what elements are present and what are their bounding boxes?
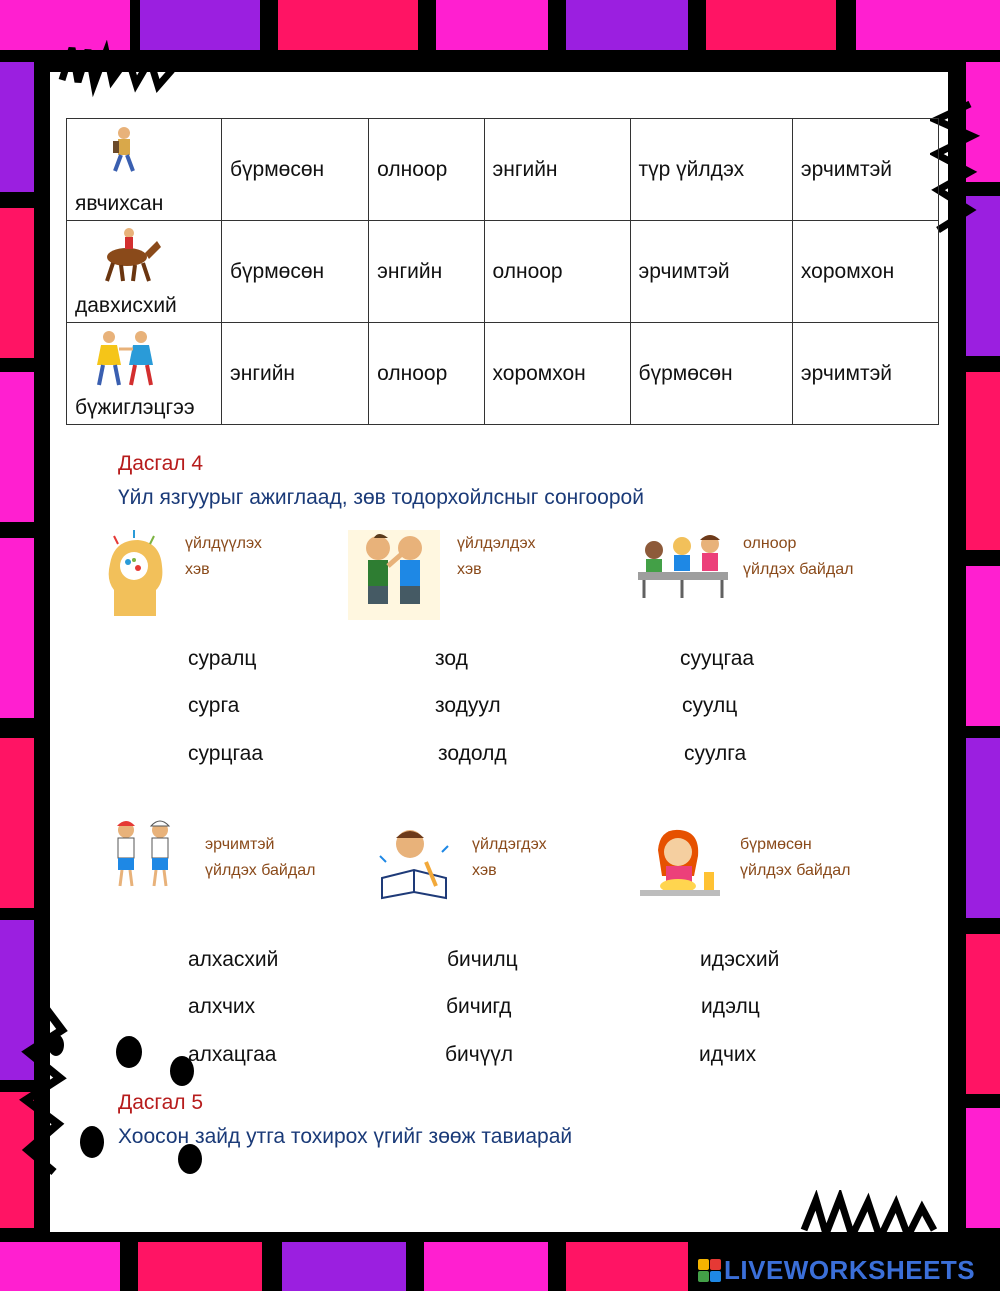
ink-dot [80,1126,104,1158]
verb-cell [67,323,222,425]
word-option[interactable]: алхасхий [188,948,279,971]
ink-dot [48,1034,64,1056]
category-label: эрчимтэй үйлдэх байдал [205,836,316,879]
option-cell[interactable]: бүрмөсөн [222,221,369,323]
ink-dot [116,1036,142,1068]
verb-label: бүжиглэцгээ [75,396,195,419]
walking-boy-icon [107,125,141,175]
word-option[interactable]: зодолд [438,742,507,765]
word-option[interactable]: зод [435,647,468,670]
category-label: үйлдүүлэх хэв [185,535,262,578]
option-cell[interactable]: эрчимтэй [792,323,938,425]
option-cell[interactable]: энгийн [484,119,630,221]
word-option[interactable]: идэсхий [700,948,780,971]
word-option[interactable]: бичүүл [445,1043,513,1066]
category-label: олноор үйлдэх байдал [743,535,854,578]
category-label: үйлдэгдэх хэв [472,836,547,879]
option-cell[interactable]: түр үйлдэх [630,119,792,221]
scribble-bottom-right [800,1190,940,1250]
word-option[interactable]: зодуул [435,694,501,717]
scribble-top-left [58,40,178,100]
word-option[interactable]: сууцгаа [680,647,755,670]
exercise4-instruction: Үйл язгуурыг ажиглаад, зөв тодорхойлсныг сонгоорой [118,486,644,509]
word-option[interactable]: бичилц [447,948,518,971]
word-option[interactable]: алхацгаа [188,1043,277,1066]
table-row [67,323,939,425]
students-desk-icon [636,530,730,600]
option-cell[interactable]: олноор [369,323,484,425]
option-cell[interactable]: олноор [484,221,630,323]
verb-label: давхисхий [75,294,177,317]
verb-cell [67,221,222,323]
logo-text: LIVEWORKSHEETS [724,1255,976,1285]
logo-mark-icon [698,1259,721,1282]
thinking-head-icon [104,530,166,618]
fighting-boys-icon [348,530,440,620]
option-cell[interactable]: энгийн [369,221,484,323]
eating-girl-icon [640,826,720,898]
word-option[interactable]: суулга [684,742,747,765]
word-option[interactable]: идчих [699,1043,757,1066]
option-cell[interactable]: олноор [369,119,484,221]
verb-cell [67,119,222,221]
word-option[interactable]: идэлц [701,995,760,1018]
dancing-kids-icon [87,329,163,389]
table-row [67,119,939,221]
exercise4-title: Дасгал 4 [118,452,204,475]
word-option[interactable]: сурцгаа [188,742,264,765]
word-option[interactable]: суралц [188,647,257,670]
activity-table [66,118,939,425]
option-cell[interactable]: хоромхон [484,323,630,425]
option-cell[interactable]: энгийн [222,323,369,425]
word-option[interactable]: бичигд [446,995,512,1018]
word-option[interactable]: алхчих [188,995,256,1018]
verb-label: явчихсан [75,192,164,215]
option-cell[interactable]: бүрмөсөн [222,119,369,221]
exercise5-instruction: Хоосон зайд утга тохирох үгийг зөөж тавиарай [118,1125,573,1148]
table-row [67,221,939,323]
horse-rider-icon [93,227,163,283]
scribble-left-bottom [14,1000,74,1180]
word-option[interactable]: суулц [682,694,738,717]
category-label: үйлдэлдэх хэв [457,535,536,578]
option-cell[interactable]: эрчимтэй [792,119,938,221]
writing-boy-icon [376,822,452,902]
exercise5-title: Дасгал 5 [118,1091,204,1114]
option-cell[interactable]: эрчимтэй [630,221,792,323]
walking-kids-icon [110,816,182,890]
option-cell[interactable]: бүрмөсөн [630,323,792,425]
word-option[interactable]: сурга [188,694,240,717]
option-cell[interactable]: хоромхон [792,221,938,323]
category-label: бүрмөсөн үйлдэх байдал [740,836,851,879]
liveworksheets-logo [698,1255,975,1286]
